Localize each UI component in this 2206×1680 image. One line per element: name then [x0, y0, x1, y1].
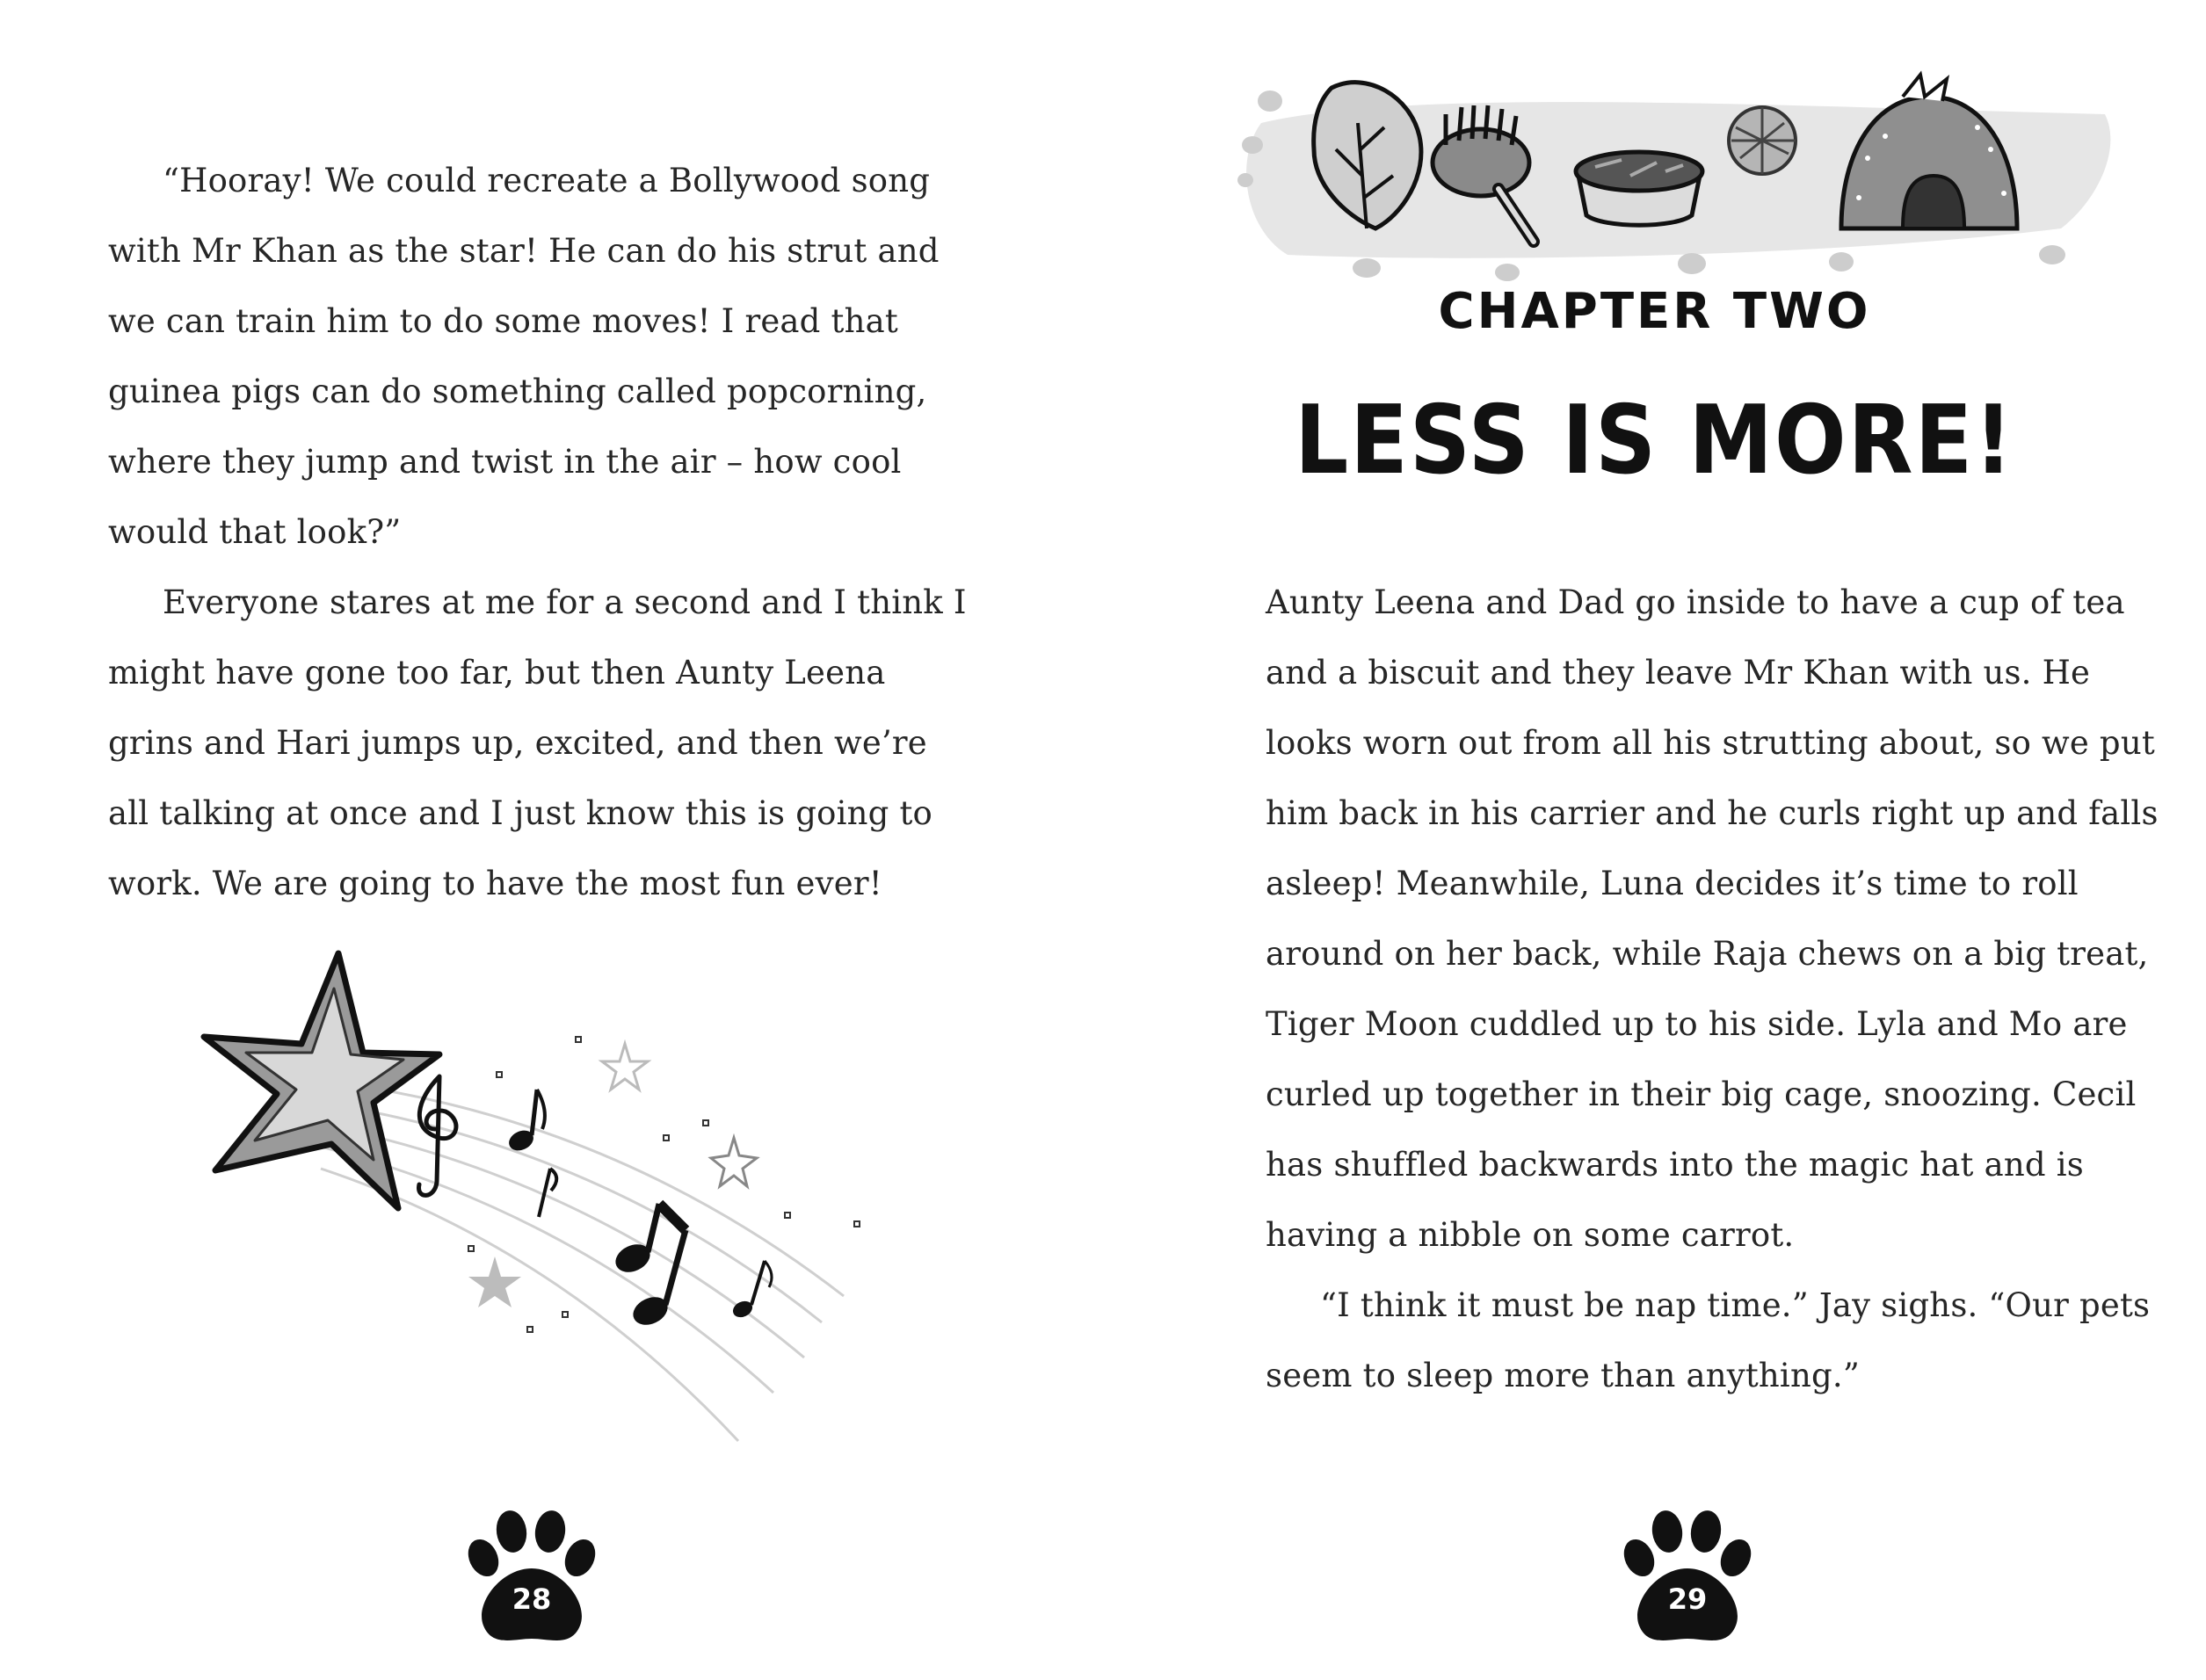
page-number-paw: [457, 1507, 606, 1647]
paragraph: “I think it must be nap time.” Jay sighs. “Our pets seem to sleep more than anything.”: [1266, 1286, 2151, 1394]
shooting-star-music-icon: [189, 949, 883, 1459]
page-number: 29: [1667, 1582, 1708, 1616]
paw-print-icon: [1613, 1507, 1762, 1647]
paragraph: Aunty Leena and Dad go inside to have a cup of tea and a biscuit and they leave Mr Khan with us. He looks worn out from all his strutting about, so we put him back in his carrier and he curls right up and falls asleep! Meanwhile, Luna decides it’s time to roll around on her back, while Raja chews on a big treat, Tiger Moon cuddled up to his side. Lyla and Mo are curled up together in their big cage, snoozing. Cecil has shuffled backwards into the magic hat and is having a nibble on some carrot.: [1266, 583, 2159, 1254]
pet-house-icon: [1841, 75, 2017, 228]
treble-clef-icon: [419, 1076, 456, 1195]
right-page: [1103, 0, 2206, 1680]
food-bowl-icon: [1576, 152, 1702, 225]
left-page-text: [108, 146, 969, 919]
chapter-label: CHAPTER TWO: [1438, 283, 1871, 340]
ball-icon: [1729, 107, 1796, 174]
chapter-title: LESS IS MORE!: [1295, 385, 2014, 496]
paw-print-icon: [457, 1507, 606, 1647]
page-number-paw: [1613, 1507, 1762, 1647]
page-number: 28: [512, 1582, 552, 1616]
small-star-icon: [602, 1044, 648, 1090]
paragraph: “Hooray! We could recreate a Bollywood song with Mr Khan as the star! He can do his strut and we can train him to do some moves! I read that guinea pigs can do something called popcorning, where they jump and twist in the air – how cool would that look?”: [108, 162, 940, 551]
small-star-icon: [468, 1256, 521, 1307]
chapter-banner: [1235, 53, 2114, 290]
small-star-icon: [711, 1138, 757, 1186]
right-page-text: [1266, 568, 2175, 1411]
paragraph: Everyone stares at me for a second and I think I might have gone too far, but then Aunty Leena grins and Hari jumps up, excited, and then we’re all talking at once and I just know this is going to work. We are going to have the most fun ever!: [108, 583, 967, 902]
